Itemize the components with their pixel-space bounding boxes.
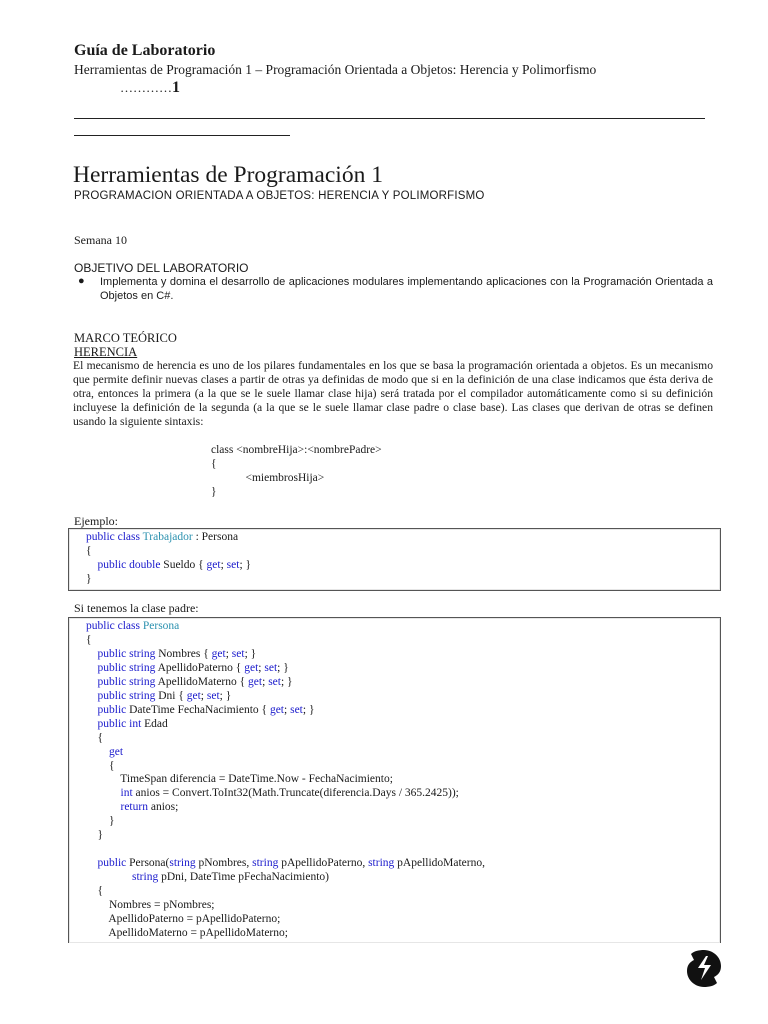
code-line [86,913,485,927]
code-line [86,704,485,718]
code-text: ; } [244,647,257,660]
code-line [86,899,485,913]
code-text [86,662,98,674]
code-line [86,559,251,573]
code-line [86,718,485,732]
code-line [86,885,485,899]
code-text: Nombres { [158,647,212,660]
code-text: ; } [302,703,315,716]
code-text [86,559,98,571]
code-text: ApellidoPaterno = pApellidoPaterno; [86,913,281,926]
code-text: { [86,544,92,557]
document-title: Herramientas de Programación 1 [73,162,383,188]
code-text: { [86,633,92,646]
code-text: ApellidoPaterno { [157,661,245,674]
syntax-line: } [211,486,217,498]
code-line [86,801,485,815]
code-text [86,676,98,688]
code-line [86,927,485,941]
code-text [86,648,98,660]
code-keyword: public [97,703,130,716]
code-line [86,648,485,662]
code-keyword: get [206,558,221,571]
example-code-box [68,528,721,591]
code-keyword: public string [97,661,158,674]
code-type: Trabajador [142,531,193,543]
syntax-line: class <nombreHija>:<nombrePadre> [211,444,382,456]
theory-heading: MARCO TEÓRICO [74,331,177,345]
code-text: ; [220,558,227,571]
code-keyword: set [231,647,245,660]
code-text: : Persona [192,531,239,543]
code-text [86,704,98,716]
code-text [86,787,121,799]
code-keyword: get [269,703,285,716]
syntax-line: <miembrosHija> [211,472,325,484]
objective-text: Implementa y domina el desarrollo de aplicaciones modulares implementando aplicaciones con la Programación Orientada a Objetos en C#. [100,276,713,302]
code-keyword: public string [97,689,159,702]
code-line [86,829,485,843]
page-number-line [120,79,180,97]
code-keyword: get [109,745,124,758]
code-text: } [86,815,115,828]
code-keyword: public int [97,717,145,730]
code-keyword: public class [86,531,143,543]
code-text: Nombres = pNombres; [86,899,215,912]
code-line [86,815,485,829]
code-line [86,634,485,648]
code-text: ; } [277,661,289,674]
code-line [86,871,485,885]
code-line [86,573,251,587]
header-rule [74,118,705,119]
code-keyword: get [211,647,226,660]
code-text: pNombres, [198,857,253,870]
code-keyword: get [248,675,263,688]
scribd-logo-icon [684,948,724,988]
code-text: anios; [150,801,179,814]
code-keyword: string [132,871,162,884]
code-text: DateTime FechaNacimiento { [129,703,270,716]
inheritance-heading: HERENCIA [74,345,138,359]
code-line [86,545,251,559]
inheritance-paragraph: El mecanismo de herencia es uno de los pilares fundamentales en los que se basa la programación orientada a objetos. Es un mecanismo que permite definir nuevas clases a partir de otras ya definidas de modo que si en la definición de una clase indicamos que ésta deriva de otra, entonces la primera (a la que se le suele llamar clase hija) será tratada por el compilador automáticamente como si su definición incluyese la definición de la segunda (a la que se le suele llamar clase padre o clase base). Las clases que derivan de otras se definen usando la siguiente sintaxis: [73,359,713,428]
code-text [86,690,98,702]
syntax-line: { [211,458,217,470]
code-keyword: string [368,857,398,870]
code-text: ; } [219,689,232,702]
code-type: Persona [142,620,180,632]
code-text: pApellidoPaterno, [281,857,369,870]
code-line [86,787,485,801]
code-text: ; [225,647,232,660]
code-line [86,531,251,545]
code-text: ; [258,661,265,674]
code-keyword: set [290,703,303,716]
code-keyword: set [268,675,281,688]
code-text [86,746,109,758]
guide-title: Guía de Laboratorio [74,42,216,59]
code-text: ; } [280,675,293,688]
header-rule-short [74,135,290,136]
code-text: Edad [144,717,168,730]
week-label: Semana 10 [74,233,127,247]
guide-subtitle: Herramientas de Programación 1 – Programación Orientada a Objetos: Herencia y Polimorfismo [74,62,597,77]
code-line [86,620,485,634]
code-line [86,690,485,704]
code-keyword: return [120,801,151,814]
document-subtitle: PROGRAMACION ORIENTADA A OBJETOS: HERENCIA Y POLIMORFISMO [74,190,485,202]
code-line [86,857,485,871]
code-keyword: public double [97,558,164,571]
code-text: ; [262,675,269,688]
parent-code [86,620,485,941]
code-text [86,857,98,869]
code-text: { [86,759,115,772]
dot-leader: ………… [120,80,172,95]
code-line [86,746,485,760]
code-text: { [86,885,104,898]
code-text [86,718,98,730]
page-number: 1 [172,79,180,96]
code-keyword: set [206,689,220,702]
code-line [86,732,485,746]
objective-heading: OBJETIVO DEL LABORATORIO [74,261,249,275]
code-line [86,773,485,787]
code-text: pApellidoMaterno, [397,857,485,870]
code-text: } [86,572,92,585]
bullet-icon: ● [78,275,85,287]
code-text: } [86,829,104,842]
code-keyword: int [120,787,136,800]
syntax-block [211,443,382,499]
code-line [86,662,485,676]
code-text: Sueldo { [163,558,207,571]
code-text: { [86,731,104,744]
code-line [86,676,485,690]
code-line [86,843,485,857]
code-keyword: set [264,661,278,674]
code-keyword: public string [97,675,158,688]
code-text: ApellidoMaterno { [157,675,249,688]
code-text: ApellidoMaterno = pApellidoMaterno; [86,926,288,939]
code-line [86,760,485,774]
code-keyword: public [97,857,130,870]
code-text [86,871,132,883]
code-text: Dni { [158,689,187,702]
code-keyword: get [244,661,259,674]
code-keyword: public class [86,620,143,632]
code-text [86,801,121,813]
code-keyword: string [252,857,282,870]
example-label: Ejemplo: [74,514,118,528]
code-text: TimeSpan diferencia = DateTime.Now - FechaNacimiento; [86,773,393,786]
code-keyword: string [169,857,199,870]
code-text: anios = Convert.ToInt32(Math.Truncate(diferencia.Days / 365.2425)); [135,787,459,800]
code-text: pDni, DateTime pFechaNacimiento) [161,871,329,884]
code-text: ; [284,703,291,716]
code-text: ; [200,689,207,702]
example-code [86,531,251,587]
code-text: Persona( [129,857,170,870]
parent-class-label: Si tenemos la clase padre: [74,601,199,615]
code-text: ; } [239,558,252,571]
code-keyword: public string [97,647,159,660]
parent-code-box [68,617,721,943]
code-keyword: set [226,558,240,571]
code-keyword: get [186,689,201,702]
